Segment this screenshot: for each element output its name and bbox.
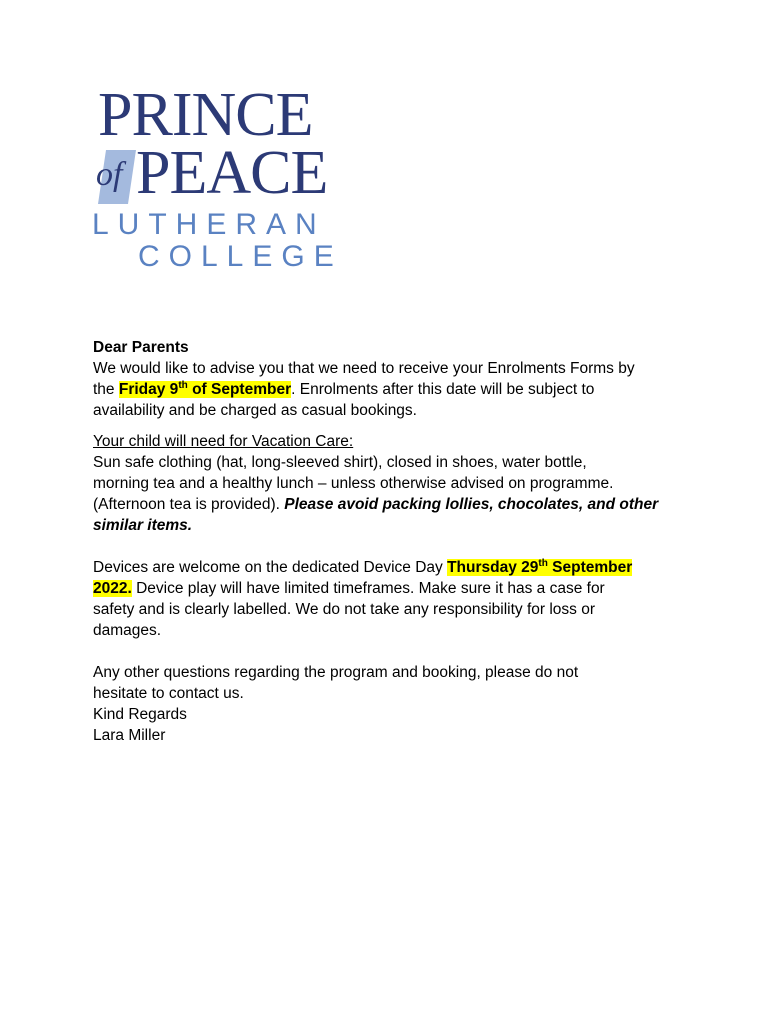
closing-line-1: Any other questions regarding the program and booking, please do not [93,664,579,681]
vacation-care-line-3: (Afternoon tea is provided). [93,496,285,513]
letter-body [93,337,693,746]
devices-line-4: damages. [93,622,162,639]
enrolment-line-3: availability and be charged as casual bookings. [93,402,417,419]
paragraph-devices [93,557,693,641]
logo-line-lutheran: LUTHERAN [92,208,326,241]
paragraph-closing [93,662,693,746]
enrolment-the: the [93,381,119,398]
closing-line-2: hesitate to contact us. [93,685,244,702]
device-day-year: 2022. [93,580,132,597]
sign-off: Kind Regards [93,706,187,723]
greeting: Dear Parents [93,339,189,356]
logo-line-college: COLLEGE [138,240,343,273]
enrolment-line-2-rest: . Enrolments after this date will be subject to [291,381,595,398]
deadline-suffix: th [178,379,188,391]
enrolment-line-1: We would like to advise you that we need to receive your Enrolments Forms by [93,360,635,377]
device-month: September [547,559,633,576]
device-day: Thursday 29 [447,559,539,576]
device-day-date [447,559,632,576]
device-day-suffix: th [538,557,548,569]
deadline-day: Friday 9 [118,381,179,398]
devices-line-2: Device play will have limited timeframes. Make sure it has a case for [131,580,605,597]
vacation-care-heading: Your child will need for Vacation Care: [93,433,354,450]
deadline-month: of September [187,381,292,398]
logo-line-prince: PRINCE [98,81,313,149]
vacation-care-line-1: Sun safe clothing (hat, long-sleeved shirt), closed in shoes, water bottle, [93,454,587,471]
devices-line-3: safety and is clearly labelled. We do not take any responsibility for loss or [93,601,595,618]
logo-line-peace: PEACE [136,139,328,207]
devices-lead: Devices are welcome on the dedicated Device Day [93,559,448,576]
paragraph-enrolment [93,358,693,421]
paragraph-vacation-care [93,431,693,536]
logo-of-script: of [96,156,123,193]
vacation-care-warning: Please avoid packing lollies, chocolates, and other [284,496,659,513]
signature-name: Lara Miller [93,727,166,744]
vacation-care-warning-end: similar items. [93,517,193,534]
college-logo [92,81,352,273]
enrolment-deadline [119,381,291,398]
vacation-care-line-2: morning tea and a healthy lunch – unless otherwise advised on programme. [93,475,614,492]
